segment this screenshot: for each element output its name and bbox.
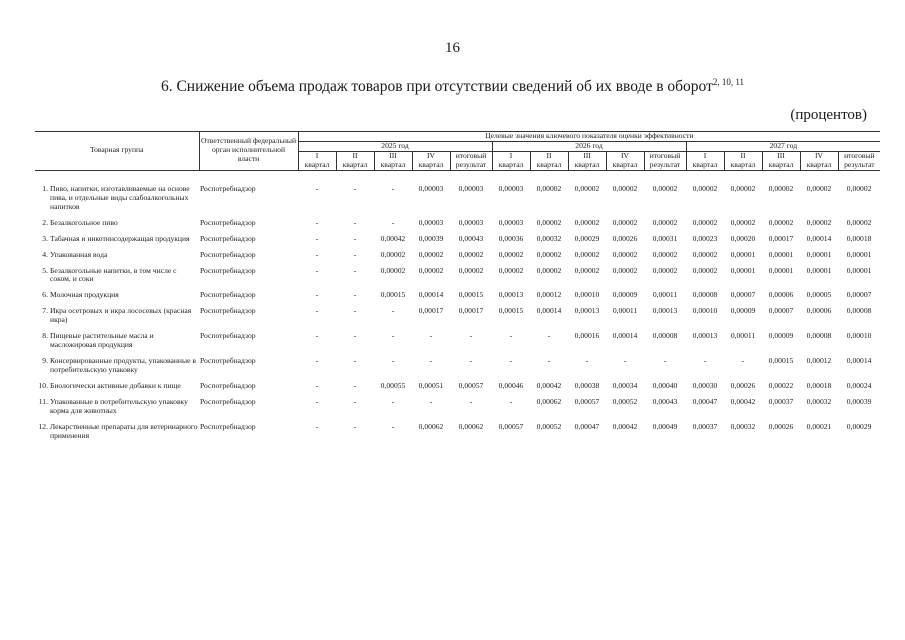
row-number: 11. [38, 397, 48, 407]
value-cell: 0,00002 [846, 183, 872, 193]
value-cell: 0,00003 [498, 217, 524, 227]
header-quarter-label: IV [606, 151, 644, 160]
value-cell: 0,00002 [692, 183, 718, 193]
table-row [35, 307, 880, 332]
value-cell: 0,00002 [768, 183, 794, 193]
value-cell: 0,00014 [612, 331, 638, 341]
row-number: 9. [42, 356, 48, 366]
value-cell: 0,00001 [806, 249, 832, 259]
value-cell: 0,00038 [574, 381, 600, 391]
value-cell: 0,00001 [846, 249, 872, 259]
value-cell: 0,00007 [768, 306, 794, 316]
header-year-3: 2027 год [686, 141, 880, 151]
value-cell: 0,00001 [730, 265, 756, 275]
responsible-authority-cell: Роспотребнадзор [200, 233, 256, 243]
value-cell: - [353, 381, 357, 391]
value-cell: 0,00008 [846, 306, 872, 316]
row-number: 1. [42, 183, 48, 193]
value-cell: 0,00011 [652, 290, 678, 300]
value-cell: 0,00032 [806, 397, 832, 407]
value-cell: 0,00015 [768, 356, 794, 366]
value-cell: 0,00003 [458, 217, 484, 227]
product-group-cell: Упакованная вода [50, 249, 108, 259]
value-cell: - [315, 397, 319, 407]
header-quarter-label: IV [800, 151, 838, 160]
value-cell: 0,00052 [612, 397, 638, 407]
header-quarter-label: итоговый [450, 151, 492, 160]
value-cell: 0,00002 [498, 249, 524, 259]
value-cell: 0,00002 [574, 217, 600, 227]
value-cell: 0,00011 [730, 331, 756, 341]
value-cell: - [315, 306, 319, 316]
table-row [35, 219, 880, 235]
value-cell: 0,00013 [574, 306, 600, 316]
responsible-authority-cell: Роспотребнадзор [200, 421, 256, 431]
value-cell: - [315, 331, 319, 341]
value-cell: 0,00055 [380, 381, 406, 391]
value-cell: 0,00007 [730, 290, 756, 300]
value-cell: 0,00002 [652, 183, 678, 193]
value-cell: 0,00030 [692, 381, 718, 391]
table-row [35, 357, 880, 382]
value-cell: 0,00014 [418, 290, 444, 300]
value-cell: - [353, 265, 357, 275]
value-cell: 0,00062 [536, 397, 562, 407]
value-cell: 0,00042 [730, 397, 756, 407]
responsible-authority-cell: Роспотребнадзор [200, 397, 256, 407]
table-row [35, 235, 880, 251]
value-cell: - [469, 397, 473, 407]
header-quarter-sublabel: квартал [568, 161, 606, 170]
value-cell: - [353, 421, 357, 431]
responsible-authority-cell: Роспотребнадзор [200, 331, 256, 341]
value-cell: 0,00008 [806, 331, 832, 341]
value-cell: 0,00002 [692, 265, 718, 275]
value-cell: 0,00013 [652, 306, 678, 316]
value-cell: 0,00002 [612, 217, 638, 227]
header-quarter-sublabel: квартал [412, 161, 450, 170]
title-text: 6. Снижение объема продаж товаров при отсутствии сведений об их вводе в оборот [160, 78, 713, 96]
value-cell: - [703, 356, 707, 366]
value-cell: 0,00013 [498, 290, 524, 300]
product-group-cell: Упакованные в потребительскую упаковку корма для животных [50, 397, 188, 416]
header-quarter-label: II [724, 151, 762, 160]
value-cell: 0,00017 [458, 306, 484, 316]
row-number: 8. [42, 331, 48, 341]
table-row [35, 332, 880, 357]
value-cell: - [429, 331, 433, 341]
value-cell: 0,00002 [536, 183, 562, 193]
table-body [35, 170, 880, 448]
value-cell: - [315, 249, 319, 259]
value-cell: 0,00002 [612, 265, 638, 275]
value-cell: - [353, 249, 357, 259]
value-cell: 0,00002 [730, 217, 756, 227]
value-cell: 0,00002 [380, 249, 406, 259]
value-cell: 0,00010 [574, 290, 600, 300]
header-year-1: 2025 год [298, 141, 492, 151]
value-cell: 0,00057 [458, 381, 484, 391]
kpi-table [35, 131, 880, 448]
header-quarter-label: I [298, 151, 336, 160]
value-cell: 0,00042 [380, 233, 406, 243]
row-number: 10. [38, 381, 48, 391]
value-cell: - [353, 331, 357, 341]
value-cell: - [353, 233, 357, 243]
value-cell: - [353, 397, 357, 407]
value-cell: 0,00015 [380, 290, 406, 300]
value-cell: 0,00002 [612, 249, 638, 259]
value-cell: 0,00057 [574, 397, 600, 407]
value-cell: 0,00006 [806, 306, 832, 316]
value-cell: 0,00062 [418, 421, 444, 431]
value-cell: - [509, 397, 513, 407]
header-quarter-sublabel: квартал [336, 161, 374, 170]
value-cell: 0,00002 [652, 265, 678, 275]
value-cell: 0,00001 [730, 249, 756, 259]
value-cell: 0,00062 [458, 421, 484, 431]
row-number: 7. [42, 306, 48, 316]
product-group-cell: Молочная продукция [50, 290, 119, 300]
row-number: 12. [38, 421, 48, 431]
value-cell: 0,00008 [652, 331, 678, 341]
value-cell: 0,00052 [536, 421, 562, 431]
header-quarter-label: III [762, 151, 800, 160]
product-group-cell: Консервированные продукты, упакованные в потребительскую упаковку [50, 356, 196, 375]
value-cell: 0,00020 [730, 233, 756, 243]
header-quarter-sublabel: квартал [724, 161, 762, 170]
value-cell: 0,00039 [418, 233, 444, 243]
product-group-cell: Икра осетровых и икра лососевых (красная икра) [50, 306, 192, 325]
value-cell: 0,00009 [768, 331, 794, 341]
responsible-authority-cell: Роспотребнадзор [200, 249, 256, 259]
responsible-authority-cell: Роспотребнадзор [200, 217, 256, 227]
value-cell: - [429, 356, 433, 366]
unit-label: (процентов) [790, 107, 867, 123]
value-cell: 0,00043 [458, 233, 484, 243]
value-cell: 0,00002 [418, 265, 444, 275]
table-header [35, 132, 880, 171]
value-cell: 0,00018 [806, 381, 832, 391]
value-cell: 0,00026 [768, 421, 794, 431]
product-group-cell: Лекарственные препараты для ветеринарного применения [50, 421, 198, 440]
value-cell: - [391, 217, 395, 227]
value-cell: - [353, 183, 357, 193]
value-cell: - [391, 331, 395, 341]
value-cell: 0,00037 [768, 397, 794, 407]
value-cell: 0,00003 [498, 183, 524, 193]
responsible-authority-cell: Роспотребнадзор [200, 381, 256, 391]
value-cell: 0,00026 [612, 233, 638, 243]
row-number: 6. [42, 290, 48, 300]
value-cell: 0,00001 [768, 265, 794, 275]
row-number: 3. [42, 233, 48, 243]
value-cell: 0,00016 [574, 331, 600, 341]
responsible-authority-cell: Роспотребнадзор [200, 265, 256, 275]
value-cell: - [509, 356, 513, 366]
header-quarter-sublabel: квартал [374, 161, 412, 170]
header-quarter-label: итоговый [644, 151, 686, 160]
value-cell: 0,00014 [806, 233, 832, 243]
product-group-cell: Биологически активные добавки к пище [50, 381, 181, 391]
value-cell: - [315, 265, 319, 275]
value-cell: 0,00015 [458, 290, 484, 300]
value-cell: - [469, 356, 473, 366]
table-row [35, 423, 880, 448]
value-cell: - [469, 331, 473, 341]
value-cell: - [315, 183, 319, 193]
row-number: 2. [42, 217, 48, 227]
responsible-authority-cell: Роспотребнадзор [200, 183, 256, 193]
value-cell: - [509, 331, 513, 341]
value-cell: 0,00002 [692, 249, 718, 259]
header-quarter-label: II [336, 151, 374, 160]
product-group-cell: Табачная и никотинсодержащая продукция [50, 233, 190, 243]
value-cell: 0,00009 [612, 290, 638, 300]
value-cell: 0,00022 [768, 381, 794, 391]
header-quarter-label: I [492, 151, 530, 160]
value-cell: 0,00002 [806, 183, 832, 193]
row-number: 5. [42, 265, 48, 275]
value-cell: - [391, 306, 395, 316]
value-cell: - [315, 233, 319, 243]
header-quarter-label: IV [412, 151, 450, 160]
value-cell: 0,00002 [692, 217, 718, 227]
value-cell: - [391, 356, 395, 366]
value-cell: 0,00042 [536, 381, 562, 391]
value-cell: 0,00005 [806, 290, 832, 300]
value-cell: 0,00017 [768, 233, 794, 243]
value-cell: 0,00023 [692, 233, 718, 243]
value-cell: - [353, 306, 357, 316]
page-title [0, 77, 905, 96]
value-cell: - [353, 217, 357, 227]
value-cell: - [585, 356, 589, 366]
value-cell: - [315, 356, 319, 366]
product-group-cell: Безалкогольные напитки, в том числе с соком, и соки [50, 265, 177, 284]
header-quarter-sublabel: квартал [492, 161, 530, 170]
value-cell: - [547, 331, 551, 341]
value-cell: 0,00006 [768, 290, 794, 300]
value-cell: 0,00031 [652, 233, 678, 243]
value-cell: 0,00024 [846, 381, 872, 391]
value-cell: 0,00001 [768, 249, 794, 259]
page-number: 16 [445, 40, 460, 56]
responsible-authority-cell: Роспотребнадзор [200, 356, 256, 366]
header-quarter-label: III [568, 151, 606, 160]
value-cell: 0,00009 [730, 306, 756, 316]
value-cell: - [623, 356, 627, 366]
row-number: 4. [42, 249, 48, 259]
value-cell: 0,00007 [846, 290, 872, 300]
value-cell: 0,00002 [536, 265, 562, 275]
value-cell: 0,00002 [846, 217, 872, 227]
value-cell: - [429, 397, 433, 407]
title-footnote-refs: 2, 10, 11 [712, 77, 745, 87]
value-cell: 0,00002 [418, 249, 444, 259]
value-cell: 0,00017 [418, 306, 444, 316]
value-cell: 0,00002 [806, 217, 832, 227]
value-cell: - [353, 290, 357, 300]
value-cell: 0,00002 [536, 217, 562, 227]
value-cell: 0,00002 [652, 249, 678, 259]
value-cell: 0,00002 [458, 249, 484, 259]
header-quarter-label: II [530, 151, 568, 160]
value-cell: 0,00046 [498, 381, 524, 391]
value-cell: 0,00003 [418, 217, 444, 227]
value-cell: 0,00032 [730, 421, 756, 431]
value-cell: 0,00015 [498, 306, 524, 316]
value-cell: 0,00001 [806, 265, 832, 275]
value-cell: 0,00014 [846, 356, 872, 366]
header-quarter-sublabel: квартал [762, 161, 800, 170]
value-cell: - [353, 356, 357, 366]
header-quarter-label: итоговый [844, 150, 875, 160]
value-cell: 0,00042 [612, 421, 638, 431]
header-quarter-sublabel: квартал [298, 161, 336, 170]
value-cell: 0,00047 [574, 421, 600, 431]
value-cell: 0,00001 [846, 265, 872, 275]
value-cell: 0,00002 [458, 265, 484, 275]
value-cell: 0,00002 [536, 249, 562, 259]
value-cell: 0,00002 [652, 217, 678, 227]
value-cell: 0,00026 [730, 381, 756, 391]
header-year-2: 2026 год [492, 141, 686, 151]
table-row [35, 382, 880, 398]
header-target-values: Целевые значения ключевого показателя оценки эффективности [298, 132, 880, 142]
value-cell: 0,00013 [692, 331, 718, 341]
value-cell: 0,00010 [692, 306, 718, 316]
header-quarter-sublabel: квартал [686, 161, 724, 170]
value-cell: - [391, 183, 395, 193]
value-cell: - [315, 381, 319, 391]
responsible-authority-cell: Роспотребнадзор [200, 290, 256, 300]
value-cell: 0,00021 [806, 421, 832, 431]
header-result-sublabel: результат [838, 161, 880, 170]
value-cell: 0,00002 [574, 265, 600, 275]
table-row [35, 185, 880, 219]
value-cell: 0,00037 [692, 421, 718, 431]
table-row [35, 251, 880, 267]
value-cell: - [663, 356, 667, 366]
value-cell: 0,00002 [380, 265, 406, 275]
header-responsible-authority: Ответственный федеральный орган исполнительной власти [199, 132, 298, 171]
value-cell: - [391, 421, 395, 431]
value-cell: 0,00043 [652, 397, 678, 407]
header-result-sublabel: результат [450, 161, 492, 170]
value-cell: 0,00002 [730, 183, 756, 193]
header-quarter-sublabel: квартал [606, 161, 644, 170]
value-cell: - [315, 290, 319, 300]
header-quarter-sublabel: квартал [530, 161, 568, 170]
value-cell: - [315, 421, 319, 431]
value-cell: 0,00011 [612, 306, 638, 316]
value-cell: 0,00039 [846, 397, 872, 407]
value-cell: 0,00057 [498, 421, 524, 431]
product-group-cell: Пищевые растительные масла и масложировая продукция [50, 331, 154, 350]
responsible-authority-cell: Роспотребнадзор [200, 306, 256, 316]
value-cell: 0,00040 [652, 381, 678, 391]
header-quarter-label: III [374, 151, 412, 160]
value-cell: - [741, 356, 745, 366]
header-product-group: Товарная группа [35, 132, 199, 171]
value-cell: 0,00002 [498, 265, 524, 275]
value-cell: 0,00051 [418, 381, 444, 391]
value-cell: 0,00002 [574, 249, 600, 259]
value-cell: 0,00014 [536, 306, 562, 316]
value-cell: 0,00029 [846, 421, 872, 431]
table-row [35, 398, 880, 423]
value-cell: - [315, 217, 319, 227]
value-cell: 0,00002 [612, 183, 638, 193]
table-row [35, 267, 880, 292]
table-row [35, 291, 880, 307]
value-cell: - [391, 397, 395, 407]
value-cell: 0,00034 [612, 381, 638, 391]
value-cell: 0,00003 [458, 183, 484, 193]
value-cell: 0,00002 [574, 183, 600, 193]
header-result-sublabel: результат [644, 161, 686, 170]
value-cell: 0,00002 [768, 217, 794, 227]
value-cell: 0,00018 [846, 233, 872, 243]
value-cell: 0,00049 [652, 421, 678, 431]
value-cell: 0,00012 [536, 290, 562, 300]
value-cell: 0,00047 [692, 397, 718, 407]
value-cell: 0,00036 [498, 233, 524, 243]
value-cell: 0,00012 [806, 356, 832, 366]
header-quarter-sublabel: квартал [800, 161, 838, 170]
product-group-cell: Пиво, напитки, изготавливаемые на основе пива, и отдельные виды слабоалкогольных напитков [50, 183, 190, 211]
value-cell: - [547, 356, 551, 366]
value-cell: 0,00032 [536, 233, 562, 243]
product-group-cell: Безалкогольное пиво [50, 217, 118, 227]
value-cell: 0,00029 [574, 233, 600, 243]
value-cell: 0,00003 [418, 183, 444, 193]
value-cell: 0,00010 [846, 331, 872, 341]
value-cell: 0,00008 [692, 290, 718, 300]
header-quarter-label: I [686, 151, 724, 160]
